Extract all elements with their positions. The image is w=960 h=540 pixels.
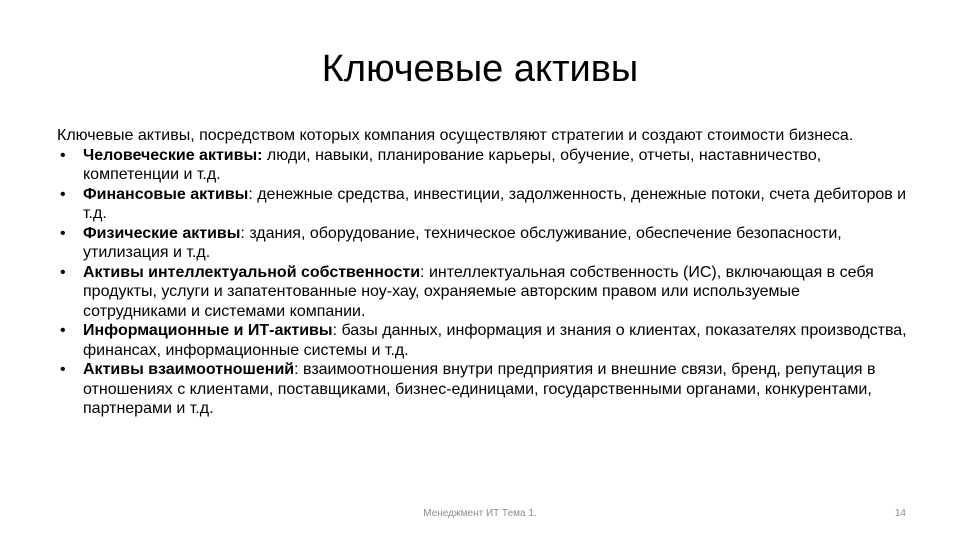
bullet-description: : здания, оборудование, техническое обслуживание, обеспечение безопасности, утилизация и т.д. xyxy=(83,224,842,261)
intro-paragraph: Ключевые активы, посредством которых компания осуществляют стратегии и создают стоимости бизнеса. xyxy=(57,127,854,144)
bullet-item-it-assets xyxy=(57,321,907,360)
bullet-icon: • xyxy=(60,185,66,203)
bullet-list xyxy=(57,146,907,419)
bullet-term: Физические активы xyxy=(83,224,241,242)
bullet-icon: • xyxy=(60,146,66,164)
bullet-item-financial-assets xyxy=(57,185,907,224)
slide-title: Ключевые активы xyxy=(321,48,639,90)
bullet-description: : базы данных, информация и знания о клиентах, показателях производства, финансах, информационные системы и т.д. xyxy=(83,322,907,359)
bullet-description: : взаимоотношения внутри предприятия и внешние связи, бренд, репутация в отношениях с клиентами, поставщиками, бизнес-единицами, государственными органами, конкурентами, партнерами и т.д. xyxy=(83,361,876,417)
bullet-icon: • xyxy=(60,322,66,339)
bullet-term: Информационные и ИТ-активы xyxy=(83,322,333,339)
bullet-term: Человеческие активы: xyxy=(83,146,263,164)
bullet-item-ip-assets xyxy=(57,263,907,322)
bullet-item-relationship-assets xyxy=(57,360,907,419)
bullet-icon: • xyxy=(60,263,66,281)
bullet-item-physical-assets xyxy=(57,224,907,263)
bullet-icon: • xyxy=(60,361,66,378)
bullet-icon: • xyxy=(60,224,66,242)
bullet-description: : интеллектуальная собственность (ИС), включающая в себя продукты, услуги и запатентованные ноу-хау, охраняемые авторским правом или используемые сотрудниками и системами компании. xyxy=(83,263,874,320)
bullet-description: : денежные средства, инвестиции, задолженность, денежные потоки, счета дебиторов и т.д. xyxy=(83,185,907,222)
bullet-term: Активы взаимоотношений xyxy=(83,361,295,378)
slide-body xyxy=(57,126,907,419)
slide-footer: Менеджмент ИТ Тема 1. xyxy=(423,508,537,519)
bullet-description: люди, навыки, планирование карьеры, обучение, отчеты, наставничество, компетенции и т.д. xyxy=(83,146,822,183)
page-number: 14 xyxy=(894,508,906,519)
bullet-term: Финансовые активы xyxy=(83,185,249,203)
bullet-item-human-assets xyxy=(57,146,907,185)
bullet-term: Активы интеллектуальной собственности xyxy=(83,263,421,281)
